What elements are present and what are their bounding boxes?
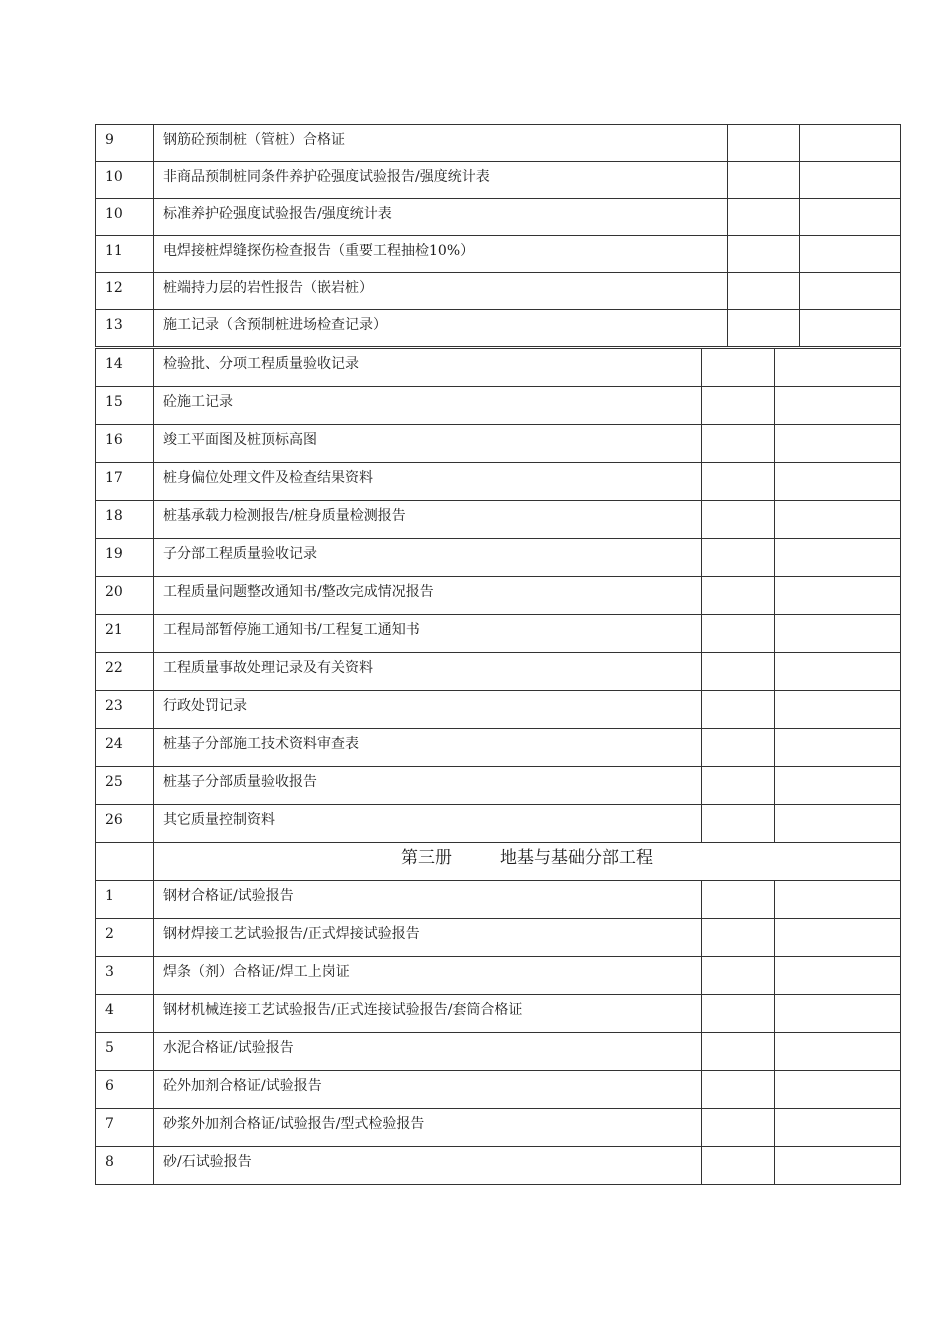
check-cell [702, 691, 775, 729]
table-row [96, 1109, 901, 1147]
table-row [96, 236, 901, 273]
row-item-name: 砼施工记录 [154, 387, 702, 425]
remark-cell [775, 1109, 901, 1147]
checklist-table-upper [95, 124, 901, 347]
row-item-name: 钢材机械连接工艺试验报告/正式连接试验报告/套筒合格证 [154, 995, 702, 1033]
remark-cell [800, 236, 901, 273]
row-item-name: 砼外加剂合格证/试验报告 [154, 1071, 702, 1109]
check-cell [702, 653, 775, 691]
row-item-name: 钢筋砼预制桩（管桩）合格证 [154, 125, 728, 162]
table-row [96, 691, 901, 729]
row-number: 8 [96, 1147, 154, 1185]
section-title: 地基与基础分部工程 [500, 848, 653, 868]
table-row [96, 653, 901, 691]
row-item-name: 桩身偏位处理文件及检查结果资料 [154, 463, 702, 501]
row-item-name: 行政处罚记录 [154, 691, 702, 729]
remark-cell [775, 957, 901, 995]
check-cell [702, 881, 775, 919]
table-row [96, 463, 901, 501]
row-number: 21 [96, 615, 154, 653]
remark-cell [775, 577, 901, 615]
row-number: 19 [96, 539, 154, 577]
check-cell [702, 1033, 775, 1071]
remark-cell [800, 125, 901, 162]
remark-cell [775, 425, 901, 463]
table-row [96, 881, 901, 919]
remark-cell [775, 919, 901, 957]
check-cell [702, 425, 775, 463]
row-number: 7 [96, 1109, 154, 1147]
row-number: 12 [96, 273, 154, 310]
remark-cell [775, 387, 901, 425]
table-row [96, 995, 901, 1033]
remark-cell [775, 653, 901, 691]
row-item-name: 电焊接桩焊缝探伤检查报告（重要工程抽检10%） [154, 236, 728, 273]
row-number: 15 [96, 387, 154, 425]
table-row [96, 199, 901, 236]
row-item-name: 工程局部暂停施工通知书/工程复工通知书 [154, 615, 702, 653]
row-item-name: 施工记录（含预制桩进场检查记录） [154, 310, 728, 347]
row-number: 6 [96, 1071, 154, 1109]
row-number: 26 [96, 805, 154, 843]
checklist-table-lower [95, 348, 901, 1185]
check-cell [728, 273, 800, 310]
row-number: 3 [96, 957, 154, 995]
table-row [96, 767, 901, 805]
row-item-name: 桩基子分部质量验收报告 [154, 767, 702, 805]
check-cell [702, 1109, 775, 1147]
check-cell [702, 1147, 775, 1185]
row-number: 23 [96, 691, 154, 729]
row-item-name: 桩基子分部施工技术资料审查表 [154, 729, 702, 767]
row-item-name: 焊条（剂）合格证/焊工上岗证 [154, 957, 702, 995]
row-number: 17 [96, 463, 154, 501]
table-row [96, 729, 901, 767]
row-item-name: 工程质量事故处理记录及有关资料 [154, 653, 702, 691]
check-cell [728, 199, 800, 236]
row-item-name: 子分部工程质量验收记录 [154, 539, 702, 577]
row-number: 20 [96, 577, 154, 615]
row-item-name: 标准养护砼强度试验报告/强度统计表 [154, 199, 728, 236]
remark-cell [775, 539, 901, 577]
table-row [96, 957, 901, 995]
remark-cell [800, 310, 901, 347]
check-cell [702, 1071, 775, 1109]
table-row [96, 1147, 901, 1185]
row-number: 2 [96, 919, 154, 957]
table-row [96, 349, 901, 387]
check-cell [702, 729, 775, 767]
remark-cell [775, 1147, 901, 1185]
row-number: 24 [96, 729, 154, 767]
remark-cell [775, 1033, 901, 1071]
remark-cell [775, 805, 901, 843]
row-number: 1 [96, 881, 154, 919]
row-number: 25 [96, 767, 154, 805]
row-item-name: 非商品预制桩同条件养护砼强度试验报告/强度统计表 [154, 162, 728, 199]
table-row [96, 387, 901, 425]
remark-cell [775, 615, 901, 653]
check-cell [702, 387, 775, 425]
table-row [96, 805, 901, 843]
check-cell [728, 310, 800, 347]
table-row [96, 1033, 901, 1071]
row-number: 4 [96, 995, 154, 1033]
row-item-name: 工程质量问题整改通知书/整改完成情况报告 [154, 577, 702, 615]
check-cell [728, 125, 800, 162]
check-cell [728, 162, 800, 199]
checklist-table-lower-body [96, 349, 901, 1185]
row-item-name: 桩端持力层的岩性报告（嵌岩桩） [154, 273, 728, 310]
row-item-name: 其它质量控制资料 [154, 805, 702, 843]
remark-cell [775, 463, 901, 501]
check-cell [702, 919, 775, 957]
table-row [96, 310, 901, 347]
row-item-name: 钢材合格证/试验报告 [154, 881, 702, 919]
check-cell [702, 615, 775, 653]
remark-cell [775, 501, 901, 539]
table-row [96, 577, 901, 615]
section-header-row [96, 843, 901, 881]
row-item-name: 钢材焊接工艺试验报告/正式焊接试验报告 [154, 919, 702, 957]
check-cell [702, 805, 775, 843]
row-number: 13 [96, 310, 154, 347]
row-number: 10 [96, 162, 154, 199]
table-row [96, 273, 901, 310]
check-cell [728, 236, 800, 273]
check-cell [702, 539, 775, 577]
remark-cell [800, 199, 901, 236]
checklist-table-upper-body [96, 125, 901, 347]
table-row [96, 539, 901, 577]
check-cell [702, 501, 775, 539]
remark-cell [775, 881, 901, 919]
table-row [96, 501, 901, 539]
check-cell [702, 957, 775, 995]
row-number: 10 [96, 199, 154, 236]
remark-cell [775, 995, 901, 1033]
table-row [96, 125, 901, 162]
remark-cell [775, 767, 901, 805]
section-number-cell [96, 843, 154, 881]
row-item-name: 检验批、分项工程质量验收记录 [154, 349, 702, 387]
table-row [96, 425, 901, 463]
row-item-name: 桩基承载力检测报告/桩身质量检测报告 [154, 501, 702, 539]
check-cell [702, 767, 775, 805]
section-heading [154, 843, 901, 881]
row-item-name: 水泥合格证/试验报告 [154, 1033, 702, 1071]
section-volume: 第三册 [401, 848, 452, 868]
row-number: 16 [96, 425, 154, 463]
remark-cell [800, 273, 901, 310]
check-cell [702, 349, 775, 387]
row-number: 11 [96, 236, 154, 273]
row-number: 5 [96, 1033, 154, 1071]
remark-cell [775, 691, 901, 729]
remark-cell [800, 162, 901, 199]
row-number: 22 [96, 653, 154, 691]
table-row [96, 1071, 901, 1109]
check-cell [702, 995, 775, 1033]
row-number: 18 [96, 501, 154, 539]
remark-cell [775, 1071, 901, 1109]
check-cell [702, 577, 775, 615]
row-item-name: 砂浆外加剂合格证/试验报告/型式检验报告 [154, 1109, 702, 1147]
row-item-name: 砂/石试验报告 [154, 1147, 702, 1185]
row-number: 9 [96, 125, 154, 162]
row-number: 14 [96, 349, 154, 387]
table-row [96, 919, 901, 957]
check-cell [702, 463, 775, 501]
table-row [96, 615, 901, 653]
table-row [96, 162, 901, 199]
row-item-name: 竣工平面图及桩顶标高图 [154, 425, 702, 463]
remark-cell [775, 349, 901, 387]
remark-cell [775, 729, 901, 767]
